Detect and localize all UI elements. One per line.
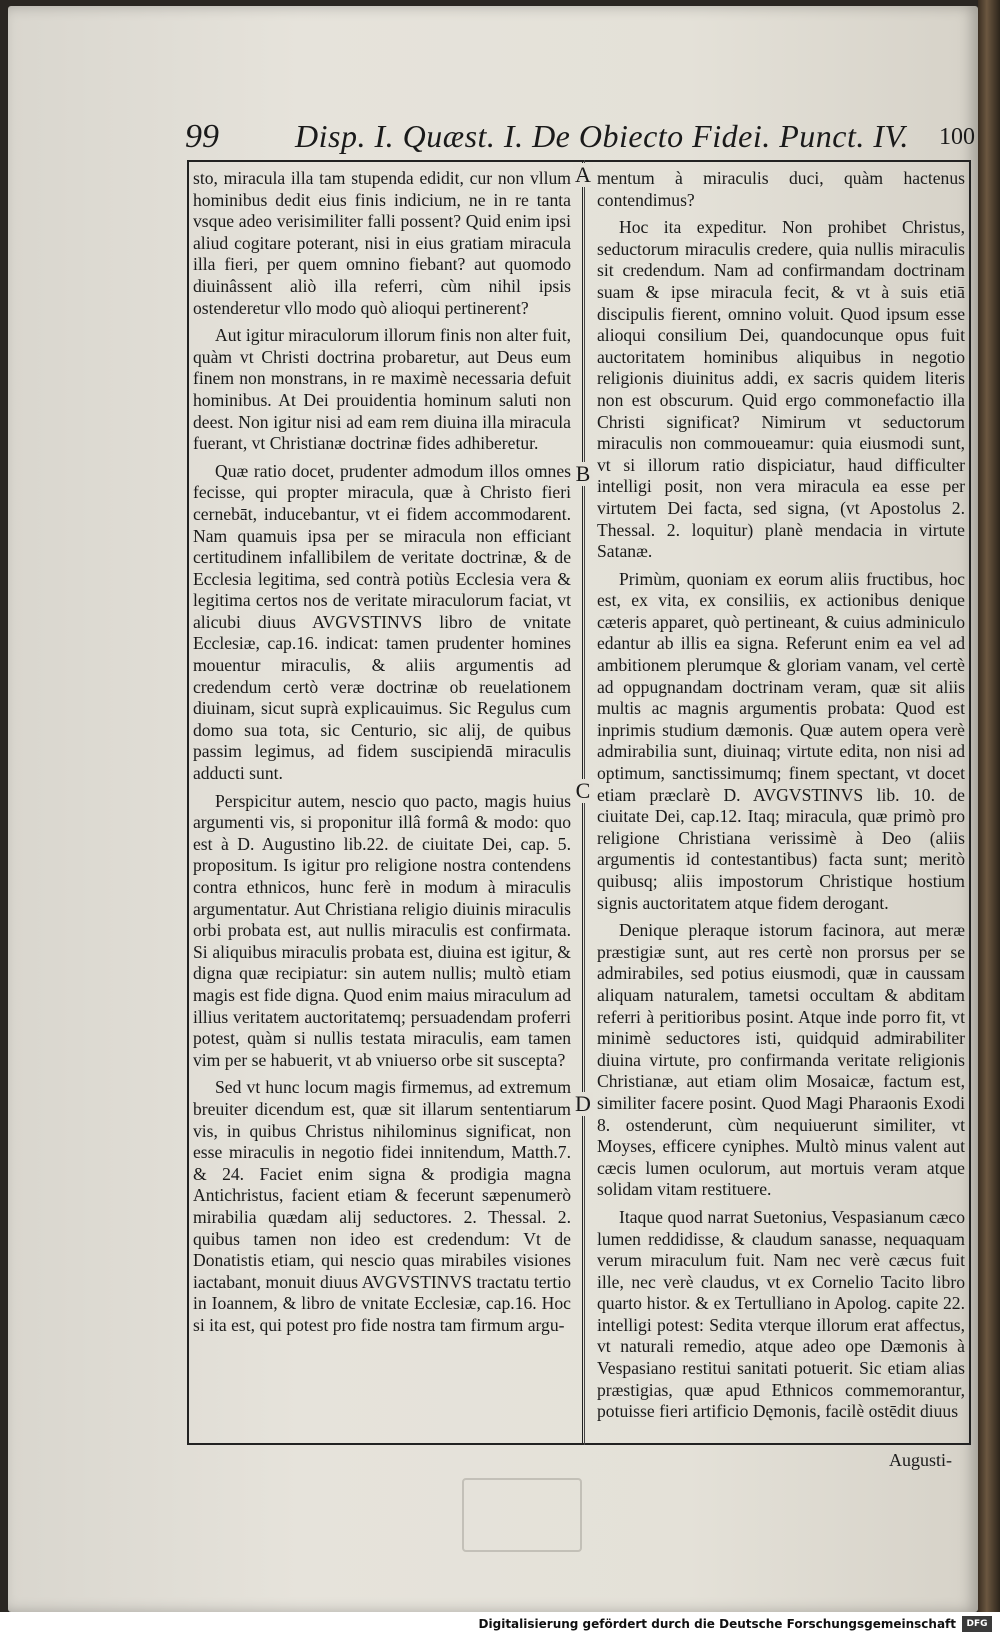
- page-number-right: 100: [939, 124, 975, 150]
- paragraph: Denique pleraque istorum facinora, aut meræ præstigiæ sunt, aut res certè non prorsus per se admirabiles, sed potius eiusmodi, quæ in caussam aliquam naturalem, tametsi occultam & abditam referri à peritioribus posint. Atque inde porro fit, vt minimè seductores isti, quidquid admirabiliter diuina virtute, pro confirmanda veritate religionis Christianæ, aut etiam olim Mosaicæ, factum est, similiter facere posint. Quod Magi Pharaonis Exodi 8. ostenderunt, cùm nequiuerunt similiter, vt Moyses, efficere cyniphes. Multò minus valent aut cæcis lumen oculorum, aut mortuis veram atque solidam vitam restituere.: [597, 920, 965, 1200]
- section-marker-a: A: [573, 163, 593, 187]
- paragraph: mentum à miraculis duci, quàm hactenus contendimus?: [597, 168, 965, 210]
- running-title: Disp. I. Quæst. I. De Obiecto Fidei. Punct. IV.: [295, 118, 909, 154]
- footer-bar: [0, 1612, 1000, 1637]
- paragraph: sto, miracula illa tam stupenda edidit, cur non vllum hominibus dedit eius finis indicium, ne in re tanta vsque adeo verisimiliter falli possent? Quid enim ipsi aliud cogitare poterant, nisi in eius gratiam miracula illa fieri, per quem omnino fiebant? aut quomodo diuinâssent aliò illa referri, cùm nihil ipsis ostenderetur vllo modo quò alioqui pertinerent?: [193, 168, 571, 318]
- paragraph: Quæ ratio docet, prudenter admodum illos omnes fecisse, qui propter miracula, quæ à Christo fieri cernebāt, inducebantur, vt ei fidem accommodarent. Nam quamuis ipsa per se miracula non efficiant certitudinem infallibilem de veritate doctrinæ, & de Ecclesia legitima, sed contrà potiùs Ecclesia vera & legitima certos nos de veritate miraculorum faciat, vt alicubi diuus AVGVSTINVS libro de vnitate Ecclesiæ, cap.16. indicat: tamen prudenter homines mouentur miraculis, & aliis argumentis ad credendum certò veræ doctrinæ ob reuelationem diuinam, sicut suprà explicauimus. Sic Regulus cum domo sua tota, sic Centurio, sic alij, de quibus passim legimus, ad fidem suscipiendā miraculis adducti sunt.: [193, 460, 571, 784]
- paragraph: Sed vt hunc locum magis firmemus, ad extremum breuiter dicendum est, quæ sit illarum sententiarum vis, in quibus Christus nihilominus significat, non esse miraculis in negotio fidei innitendum, Matth.7. & 24. Faciet enim signa & prodigia magna Antichristus, facient etiam & fecerunt sæpenumerò mirabilia quædam alij seductores. 2. Thessal. 2. quibus tamen non ideo est credendum: Vt de Donatistis etiam, qui nescio quas mirabiles visiones iactabant, monuit diuus AVGVSTINVS tractatu tertio in Ioannem, & libro de vnitate Ecclesiæ, cap.16. Hoc si ita est, qui potest pro fide nostra tam firmum argu-: [193, 1077, 571, 1335]
- right-column: [597, 168, 965, 1438]
- paragraph: Hoc ita expeditur. Non prohibet Christus, seductorum miraculis credere, quia nullis miraculis sit credendum. Nam ad confirmandam doctrinam suam & ipse miracula fecit, & vt à suis etiā discipulis fierent, omnino voluit. Quod ipsum esse alioqui consilium Dei, quandocunque opus fuit auctoritatem hominibus aliquibus in negotio religionis diuinitus addi, ex sacris quidem literis non est obscurum. Quid ergo commonefactio illa Christi significat? Nimirum vt seductorum miraculis non commoueamur: quia eiusmodi sunt, vt si illorum ratio dispiciatur, haud difficulter intelligi posit, non vera miracula ea esse per virtutem Dei facta, sed signa, (vt Apostolus 2. Thessal. 2. loquitur) planè mendacia in virtute Satanæ.: [597, 217, 965, 562]
- paragraph: Aut igitur miraculorum illorum finis non alter fuit, quàm vt Christi doctrina probaretur, aut Deus eum finem non monstrans, in re maximè necessaria defuit hominibus. At Dei prouidentia hominum saluti non deest. Non igitur nisi ad eam rem diuina illa miracula fuerant, vt Christianæ doctrinæ fides adhiberetur.: [193, 325, 571, 454]
- library-stamp: [462, 1478, 582, 1552]
- dfg-logo-icon: DFG: [962, 1616, 992, 1632]
- book-spine: [978, 0, 1000, 1612]
- section-marker-c: C: [573, 779, 593, 803]
- paragraph: Itaque quod narrat Suetonius, Vespasianum cæco lumen reddidisse, & claudum sanasse, nequaquam verum miraculum fuit. Nam nec verè cæcus fuit ille, nec verè claudus, vt ex Cornelio Tacito libro quarto histor. & ex Tertulliano in Apolog. capite 22. intelligi potest: Sedita vterque illorum erat affectus, vt naturali remedio, atque adeo ope Dæmonis à Vespasiano restitui sanitati potuerit. Sic etiam alias præstigias, quæ apud Ethnicos commemorantur, potuisse fieri artificio Dęmonis, facilè ostēdit diuus: [597, 1206, 965, 1422]
- paragraph: Perspicitur autem, nescio quo pacto, magis huius argumenti vis, si proponitur illâ formâ & modo: quo est à D. Augustino lib.22. de ciuitate Dei, cap. 5. propositum. Is igitur pro religione nostra contendens contra ethnicos, hunc ferè in modum à miraculis argumentatur. Aut Christiana religio diuinis miraculis orbi probata est, aut nullis miraculis est confirmata. Si aliquibus miraculis probata est, diuina est igitur, & digna quæ recipiatur: sin autem nullis; multò etiam magis est fide digna. Quod enim maius miraculum ad illius veritatem auctoritatemq; persuadendam proferri potest, quàm si nullis testata miraculis, eam tamen vim per se habuerit, vt ab vniuerso orbe sit suscepta?: [193, 790, 571, 1070]
- paragraph: Primùm, quoniam ex eorum aliis fructibus, hoc est, ex vita, ex consiliis, ex actionibus denique cæteris apparet, quò pertineant, & cuius adminiculo edantur ab illis ea signa. Referunt enim ea vel ad ambitionem plerumque & gloriam vanam, vel certè ad oppugnandam doctrinam veram, quæ sit aliis multis ac magnis argumentis probata: Quod est inprimis studium dæmonis. Quæ autem opera verè admirabilia sunt, diuinaq; virtute edita, non nisi ad optimum, sanctissimumq; finem spectant, vt docet etiam præclarè D. AVGVSTINVS lib. 10. de ciuitate Dei, cap.12. Itaq; miracula, quæ primò pro religione Christiana verissimè à Deo (aliis argumentis id contestantibus) facta sunt; meritò quibusq; aliis impostorum Christique hostium signis auctoritatem atque fidem derogant.: [597, 568, 965, 913]
- page-number-left: 99: [185, 118, 219, 155]
- left-column: [193, 168, 571, 1438]
- section-marker-b: B: [573, 462, 593, 486]
- running-header: [185, 118, 975, 158]
- section-marker-d: D: [573, 1092, 593, 1116]
- footer-credit: Digitalisierung gefördert durch die Deutsche Forschungsgemeinschaft: [478, 1617, 956, 1631]
- catchword: Augusti-: [889, 1450, 952, 1470]
